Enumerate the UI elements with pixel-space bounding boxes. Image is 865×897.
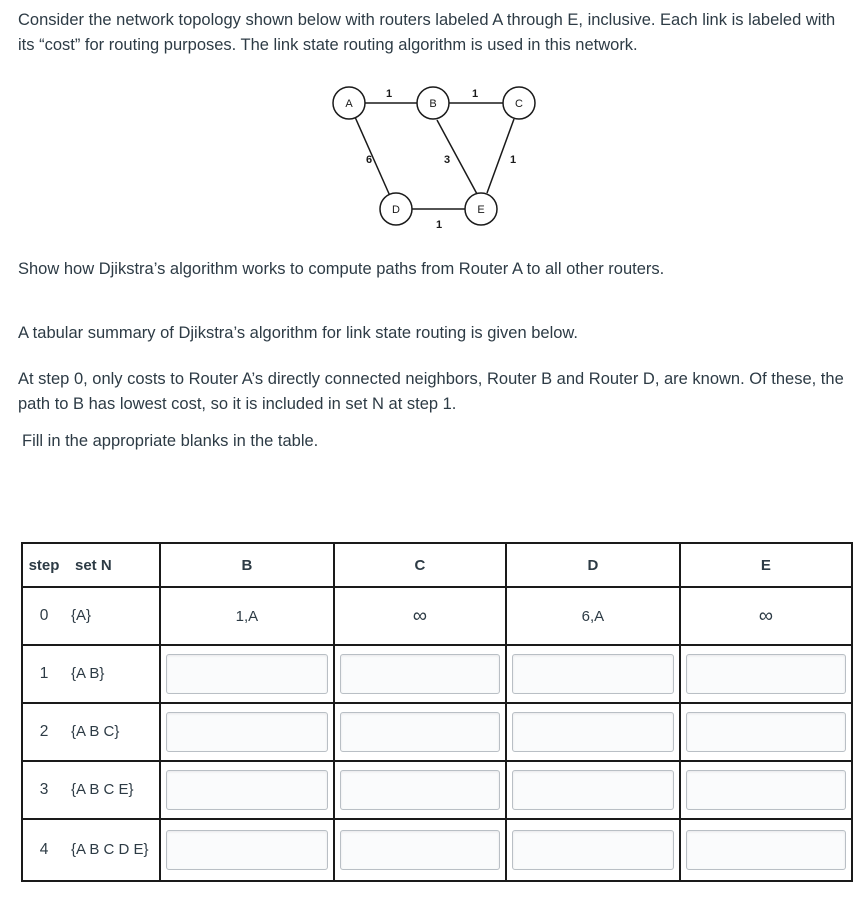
cell-b bbox=[160, 645, 334, 703]
cell-c bbox=[334, 645, 506, 703]
header-b: B bbox=[160, 543, 334, 587]
header-set-n: set N bbox=[65, 543, 160, 587]
cost-a-d: 6 bbox=[366, 154, 373, 166]
table-row bbox=[22, 703, 852, 761]
blank-input-step4-e[interactable] bbox=[686, 830, 846, 870]
blank-input-step3-e[interactable] bbox=[686, 770, 846, 810]
blank-input-step1-b[interactable] bbox=[166, 654, 328, 694]
step-cell: 3 bbox=[22, 761, 65, 819]
cell-d bbox=[506, 761, 680, 819]
cell-e bbox=[680, 645, 852, 703]
node-d-label: D bbox=[392, 204, 400, 216]
set-n-cell: {A} bbox=[65, 587, 160, 645]
cost-a-b: 1 bbox=[386, 88, 393, 100]
table-row bbox=[22, 819, 852, 881]
set-n-cell: {A B C E} bbox=[65, 761, 160, 819]
step-cell: 2 bbox=[22, 703, 65, 761]
set-n-cell: {A B} bbox=[65, 645, 160, 703]
blank-input-step4-b[interactable] bbox=[166, 830, 328, 870]
step-cell: 1 bbox=[22, 645, 65, 703]
header-e: E bbox=[680, 543, 852, 587]
step-cell: 4 bbox=[22, 819, 65, 881]
blank-input-step3-c[interactable] bbox=[340, 770, 500, 810]
blank-input-step2-c[interactable] bbox=[340, 712, 500, 752]
cell-e: ∞ bbox=[680, 587, 852, 645]
dijkstra-table bbox=[21, 542, 853, 882]
network-topology-diagram bbox=[0, 0, 865, 240]
cell-b bbox=[160, 703, 334, 761]
instruction-text: Show how Djikstra’s algorithm works to compute paths from Router A to all other routers. bbox=[18, 260, 665, 278]
link-a-d bbox=[355, 117, 390, 196]
blank-input-step3-b[interactable] bbox=[166, 770, 328, 810]
blank-input-step1-d[interactable] bbox=[512, 654, 674, 694]
blank-input-step2-d[interactable] bbox=[512, 712, 674, 752]
blank-input-step3-d[interactable] bbox=[512, 770, 674, 810]
header-c: C bbox=[334, 543, 506, 587]
cell-e bbox=[680, 703, 852, 761]
cell-d bbox=[506, 703, 680, 761]
cell-b bbox=[160, 761, 334, 819]
cost-b-c: 1 bbox=[472, 88, 479, 100]
set-n-cell: {A B C D E} bbox=[65, 819, 160, 881]
set-n-cell: {A B C} bbox=[65, 703, 160, 761]
cell-c bbox=[334, 819, 506, 881]
intro-text: Consider the network topology shown below with routers labeled A through E, inclusive. Each link is labeled with its “cost” for routing purposes. The link state routing algorithm is used in this network. bbox=[18, 11, 836, 54]
node-c-label: C bbox=[515, 98, 523, 110]
cell-e bbox=[680, 761, 852, 819]
cell-d bbox=[506, 819, 680, 881]
step-cell: 0 bbox=[22, 587, 65, 645]
table-header-row bbox=[22, 543, 852, 587]
blank-input-step4-c[interactable] bbox=[340, 830, 500, 870]
fill-instruction: Fill in the appropriate blanks in the table. bbox=[22, 432, 319, 450]
step0-explanation: At step 0, only costs to Router A’s directly connected neighbors, Router B and Router D, are known. Of these, the path to B has lowest cost, so it is included in set N at step 1. bbox=[18, 370, 844, 413]
cell-d bbox=[506, 645, 680, 703]
node-a-label: A bbox=[345, 98, 353, 110]
table-row bbox=[22, 587, 852, 645]
blank-input-step1-e[interactable] bbox=[686, 654, 846, 694]
link-b-e bbox=[437, 120, 477, 194]
table-row bbox=[22, 645, 852, 703]
blank-input-step4-d[interactable] bbox=[512, 830, 674, 870]
table-intro-text: A tabular summary of Djikstra’s algorithm for link state routing is given below. bbox=[18, 324, 579, 342]
cell-d: 6,A bbox=[506, 587, 680, 645]
node-e-label: E bbox=[477, 204, 485, 216]
blank-input-step1-c[interactable] bbox=[340, 654, 500, 694]
cell-b: 1,A bbox=[160, 587, 334, 645]
cell-c bbox=[334, 703, 506, 761]
blank-input-step2-b[interactable] bbox=[166, 712, 328, 752]
cost-d-e: 1 bbox=[436, 219, 443, 231]
header-d: D bbox=[506, 543, 680, 587]
table-row bbox=[22, 761, 852, 819]
cell-c: ∞ bbox=[334, 587, 506, 645]
cost-c-e: 1 bbox=[510, 154, 517, 166]
cell-b bbox=[160, 819, 334, 881]
cell-c bbox=[334, 761, 506, 819]
node-b-label: B bbox=[429, 98, 437, 110]
cell-e bbox=[680, 819, 852, 881]
blank-input-step2-e[interactable] bbox=[686, 712, 846, 752]
header-step: step bbox=[22, 543, 65, 587]
cost-b-e: 3 bbox=[444, 154, 451, 166]
